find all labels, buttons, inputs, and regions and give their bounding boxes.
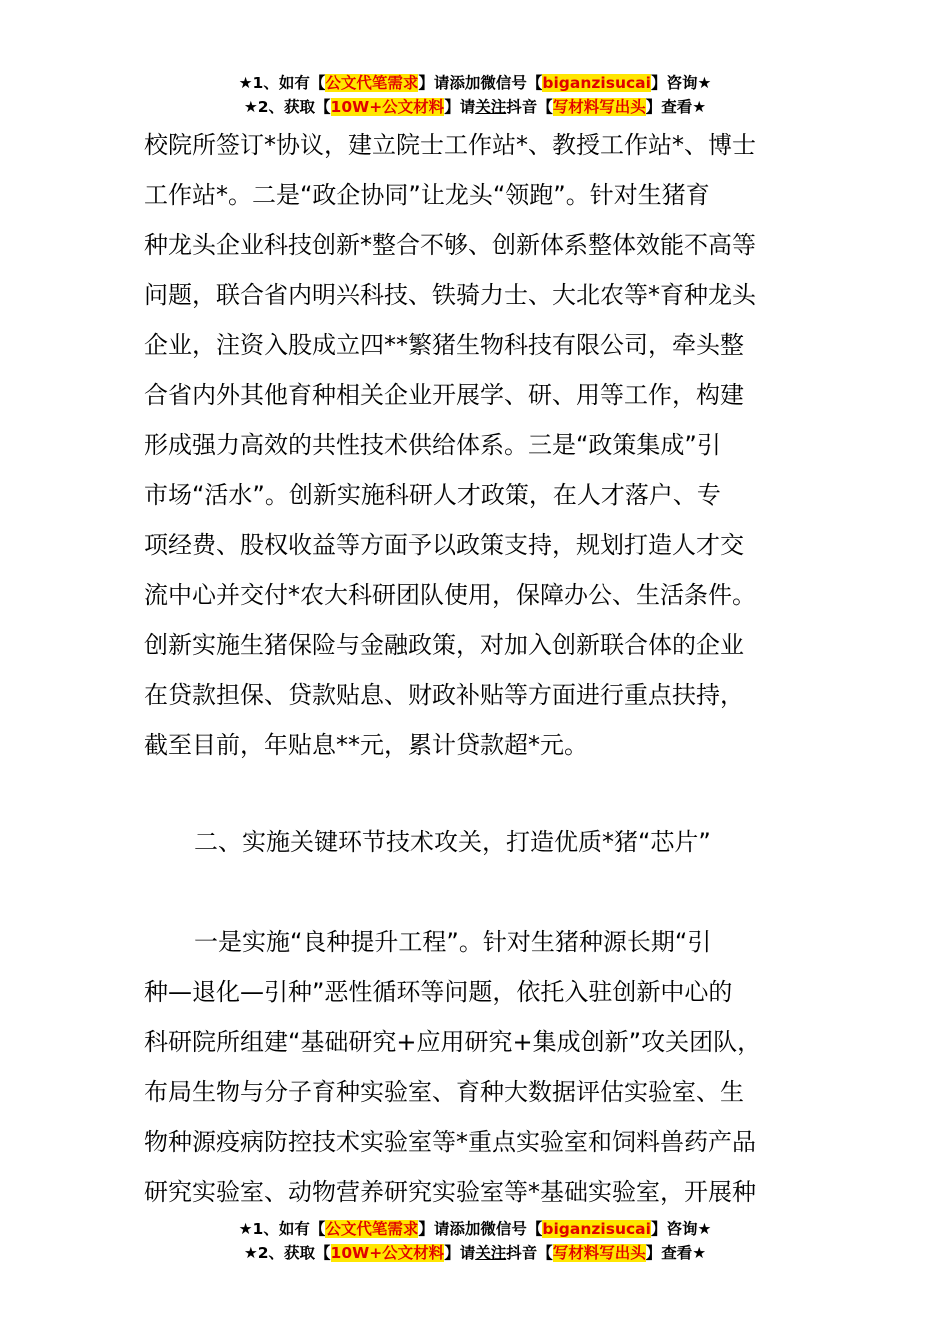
highlight-service: 公文代笔需求 <box>325 1220 419 1238</box>
text-line: 截至目前，年贴息**元，累计贷款超*元。 <box>144 731 588 759</box>
bottom-banner <box>0 1218 950 1266</box>
text-line: 种—退化—引种”恶性循环等问题，依托入驻创新中心的 <box>144 978 733 1006</box>
banner-line-1: ★1、如有【公文代笔需求】请添加微信号【biganzisucai】咨询★ <box>238 1220 712 1238</box>
text-line: 流中心并交付*农大科研团队使用，保障办公、生活条件。 <box>144 581 756 609</box>
text-line: 工作站*。二是“政企协同”让龙头“领跑”。针对生猪育 <box>144 181 710 209</box>
text-line: 合省内外其他育种相关企业开展学、研、用等工作，构建 <box>144 381 744 409</box>
text-line: 在贷款担保、贷款贴息、财政补贴等方面进行重点扶持， <box>144 681 744 709</box>
highlight-douyin-account: 写材料写出头 <box>552 1244 646 1262</box>
text-line: 问题，联合省内明兴科技、铁骑力士、大北农等*育种龙头 <box>144 281 756 309</box>
top-banner <box>0 72 950 120</box>
highlight-wechat-id: biganzisucai <box>542 1220 651 1238</box>
text-line: 项经费、股权收益等方面予以政策支持，规划打造人才交 <box>144 531 744 559</box>
text-line: 企业，注资入股成立四**繁猪生物科技有限公司，牵头整 <box>144 331 744 359</box>
text-line: 布局生物与分子育种实验室、育种大数据评估实验室、生 <box>144 1078 744 1106</box>
paragraph-2 <box>144 917 824 1217</box>
section-heading: 二、实施关键环节技术攻关，打造优质*猪“芯片” <box>194 828 711 856</box>
paragraph-1 <box>144 120 824 770</box>
highlight-wechat-id: biganzisucai <box>542 74 651 92</box>
highlight-douyin-account: 写材料写出头 <box>552 98 646 116</box>
text-line: 一是实施“良种提升工程”。针对生猪种源长期“引 <box>194 928 712 956</box>
highlight-materials: 10W+公文材料 <box>330 1244 445 1262</box>
text-line: 研究实验室、动物营养研究实验室等*基础实验室，开展种 <box>144 1178 756 1206</box>
text-line: 市场“活水”。创新实施科研人才政策，在人才落户、专 <box>144 481 721 509</box>
text-line: 物种源疫病防控技术实验室等*重点实验室和饲料兽药产品 <box>144 1128 756 1156</box>
text-line: 校院所签订*协议，建立院士工作站*、教授工作站*、博士 <box>144 131 756 159</box>
text-line: 种龙头企业科技创新*整合不够、创新体系整体效能不高等 <box>144 231 756 259</box>
highlight-materials: 10W+公文材料 <box>330 98 445 116</box>
highlight-service: 公文代笔需求 <box>325 74 419 92</box>
text-line: 科研院所组建“基础研究+应用研究+集成创新”攻关团队， <box>144 1028 762 1056</box>
banner-line-1: ★1、如有【公文代笔需求】请添加微信号【biganzisucai】咨询★ <box>238 74 712 92</box>
text-line: 形成强力高效的共性技术供给体系。三是“政策集成”引 <box>144 431 721 459</box>
banner-line-2: ★2、获取【10W+公文材料】请关注抖音【写材料写出头】查看★ <box>243 1244 707 1262</box>
banner-line-2: ★2、获取【10W+公文材料】请关注抖音【写材料写出头】查看★ <box>243 98 707 116</box>
text-line: 创新实施生猪保险与金融政策，对加入创新联合体的企业 <box>144 631 744 659</box>
